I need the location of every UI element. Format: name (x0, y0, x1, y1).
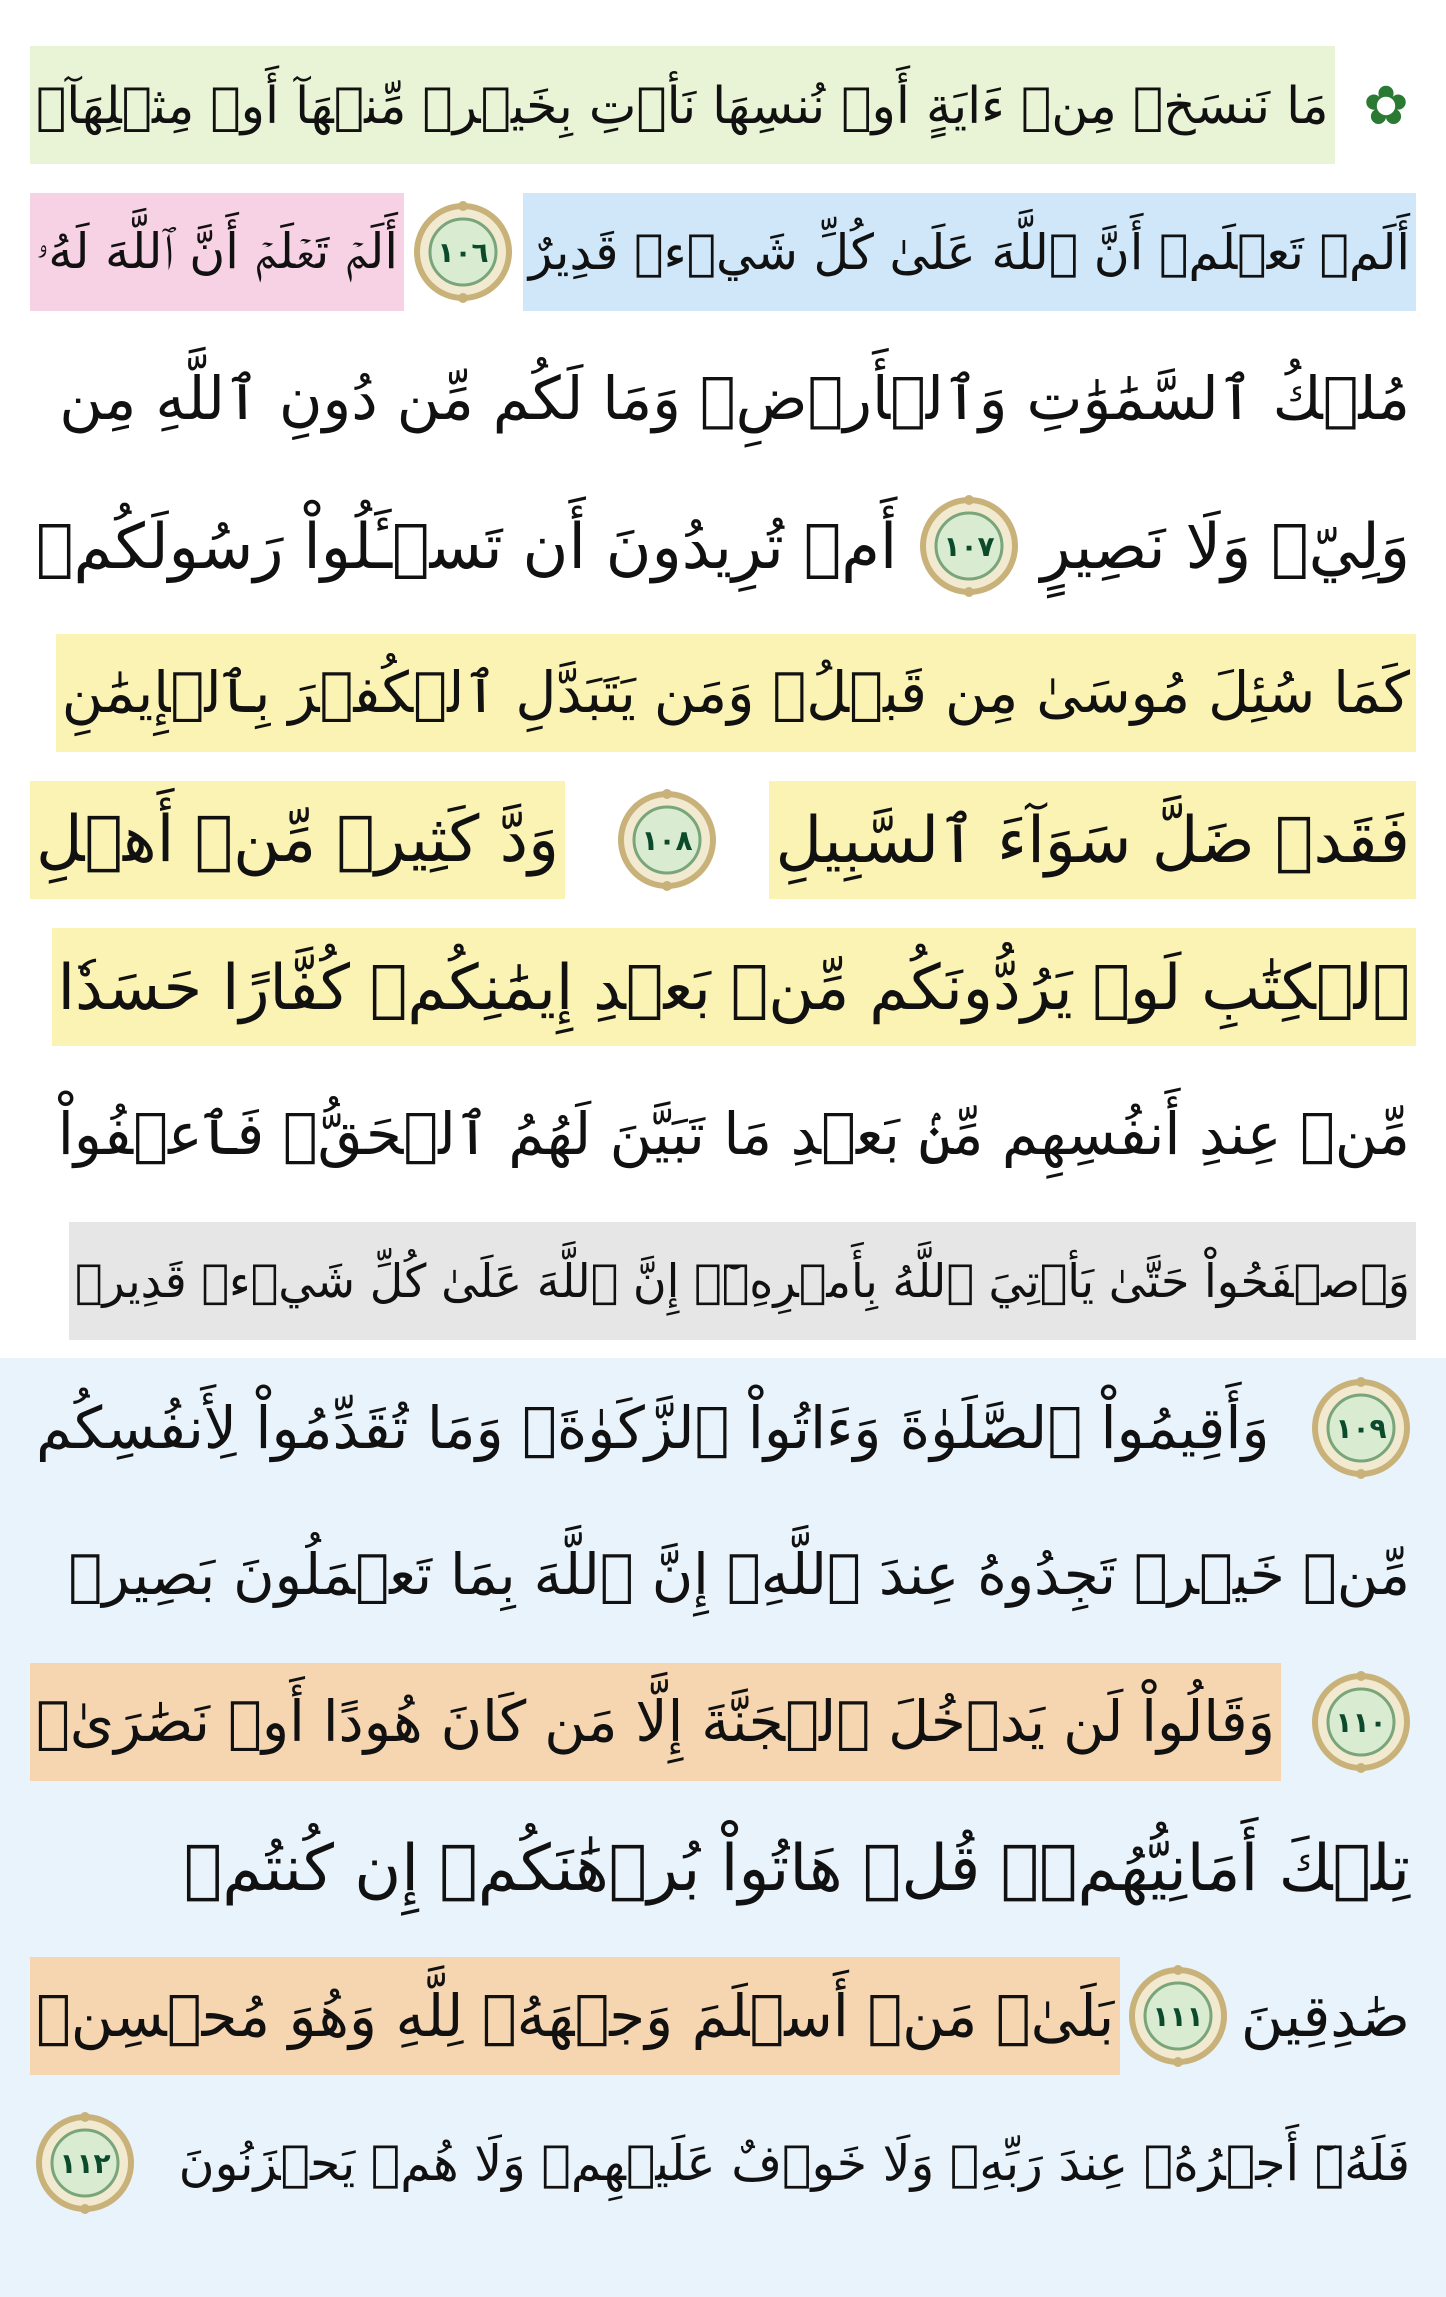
verse-line (30, 1353, 1416, 1503)
ayah-ring-icon (33, 2111, 137, 2215)
verse-line (30, 177, 1416, 327)
verse-number-marker (914, 491, 1024, 601)
verse-number-text: ١١٠ (1335, 1706, 1387, 1739)
verse-line (30, 912, 1416, 1062)
verse-line (30, 1647, 1416, 1797)
verse-number-text: ١٠٦ (437, 236, 489, 269)
highlighted-verse-text: فَقَدۡ ضَلَّ سَوَآءَ ٱلسَّبِيلِ (769, 781, 1416, 899)
verse-line (30, 30, 1416, 180)
verse-number-text: ١١٢ (59, 2147, 111, 2180)
verse-line (30, 765, 1416, 915)
verse-number-text: ١٠٨ (641, 824, 693, 857)
flower-ornament-icon: ✿ (1363, 73, 1409, 137)
verse-number-marker (612, 785, 722, 895)
highlighted-verse-text: أَلَمۡ تَعۡلَمۡ أَنَّ ٱللَّهَ عَلَىٰ كُلِّ شَيۡءٖ قَدِيرٌ (523, 193, 1416, 311)
verse-text: مُلۡكُ ٱلسَّمَٰوَٰتِ وَٱلۡأَرۡضِۗ وَمَا لَكُم مِّن دُونِ ٱللَّهِ مِن (59, 365, 1410, 434)
verse-number-marker (1123, 1961, 1233, 2071)
ayah-ring-icon (615, 788, 719, 892)
ayah-ring-icon (1309, 1376, 1413, 1480)
highlighted-verse-text: وَٱصۡفَحُواْ حَتَّىٰ يَأۡتِيَ ٱللَّهُ بِأَمۡرِهِۦٓۗ إِنَّ ٱللَّهَ عَلَىٰ كُلِّ شَيۡءٖ قَدِيرٞ (69, 1222, 1416, 1340)
verse-line (30, 1941, 1416, 2091)
verse-line (30, 1206, 1416, 1356)
highlighted-verse-text: ٱلۡكِتَٰبِ لَوۡ يَرُدُّونَكُم مِّنۢ بَعۡدِ إِيمَٰنِكُمۡ كُفَّارًا حَسَدٗا (52, 928, 1416, 1046)
verse-text: تِلۡكَ أَمَانِيُّهُمۡۗ قُلۡ هَاتُواْ بُرۡهَٰنَكُمۡ إِن كُنتُمۡ (183, 1832, 1410, 1906)
highlighted-verse-text: مَا نَنسَخۡ مِنۡ ءَايَةٍ أَوۡ نُنسِهَا نَأۡتِ بِخَيۡرٖ مِّنۡهَآ أَوۡ مِثۡلِهَآۗ (30, 46, 1335, 164)
highlighted-verse-text: وَقَالُواْ لَن يَدۡخُلَ ٱلۡجَنَّةَ إِلَّا مَن كَانَ هُودًا أَوۡ نَصَٰرَىٰۗ (30, 1663, 1281, 1781)
verse-line (30, 1500, 1416, 1650)
highlighted-verse-text: أَلَمۡ تَعۡلَمۡ أَنَّ ٱللَّهَ لَهُۥ (30, 193, 404, 311)
verse-number-text: ١١١ (1151, 2000, 1204, 2033)
verse-number-marker (408, 197, 518, 307)
verse-line (30, 471, 1416, 621)
verse-text: فَلَهُۥٓ أَجۡرُهُۥ عِندَ رَبِّهِۦ وَلَا خَوۡفٌ عَلَيۡهِمۡ وَلَا هُمۡ يَحۡزَنُونَ (178, 2134, 1410, 2192)
verse-number-marker (1306, 1667, 1416, 1777)
verse-line (30, 2088, 1416, 2238)
verse-text: مِّنۡ خَيۡرٖ تَجِدُوهُ عِندَ ٱللَّهِۗ إِنَّ ٱللَّهَ بِمَا تَعۡمَلُونَ بَصِيرٞ (68, 1542, 1410, 1608)
verse-number-text: ١٠٩ (1335, 1412, 1387, 1445)
verse-line (30, 1794, 1416, 1944)
verse-number-text: ١٠٧ (943, 530, 995, 563)
verse-text: أَمۡ تُرِيدُونَ أَن تَسۡـَٔلُواْ رَسُولَكُمۡ (36, 509, 898, 583)
ayah-ring-icon (1126, 1964, 1230, 2068)
verse-text: وَلِيّٖ وَلَا نَصِيرٍ (1040, 509, 1410, 583)
verse-line (30, 1059, 1416, 1209)
highlighted-verse-text: بَلَىٰۚ مَنۡ أَسۡلَمَ وَجۡهَهُۥ لِلَّهِ وَهُوَ مُحۡسِنٞ (30, 1957, 1120, 2075)
ayah-ring-icon (1309, 1670, 1413, 1774)
verse-number-marker (30, 2108, 140, 2218)
verse-text: صَٰدِقِينَ (1240, 1982, 1410, 2050)
verse-line (30, 618, 1416, 768)
verse-text: مِّنۡ عِندِ أَنفُسِهِم مِّنۢ بَعۡدِ مَا تَبَيَّنَ لَهُمُ ٱلۡحَقُّۖ فَٱعۡفُواْ (57, 1100, 1410, 1168)
ayah-ring-icon (917, 494, 1021, 598)
verse-line (30, 324, 1416, 474)
highlighted-verse-text: كَمَا سُئِلَ مُوسَىٰ مِن قَبۡلُۗ وَمَن يَتَبَدَّلِ ٱلۡكُفۡرَ بِٱلۡإِيمَٰنِ (56, 634, 1416, 752)
highlighted-verse-text: وَدَّ كَثِيرٞ مِّنۡ أَهۡلِ (30, 781, 565, 899)
verse-text: وَأَقِيمُواْ ٱلصَّلَوٰةَ وَءَاتُواْ ٱلزَّكَوٰةَۚ وَمَا تُقَدِّمُواْ لِأَنفُسِكُم (36, 1394, 1270, 1462)
verse-number-marker (1306, 1373, 1416, 1483)
ayah-ring-icon (411, 200, 515, 304)
